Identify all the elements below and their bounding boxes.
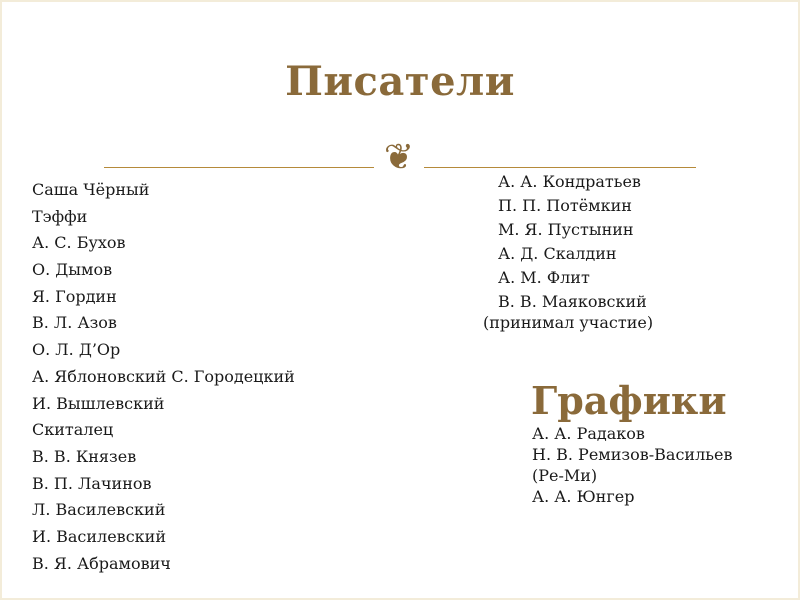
list-item: В. В. Князев [32,446,137,466]
list-item: И. Василевский [32,526,166,546]
list-item: А. А. Юнгер [532,487,635,506]
list-item: О. Л. Д’Ор [32,340,121,360]
list-item: (Ре-Ми) [532,466,598,485]
list-item: Скиталец [32,420,114,440]
list-item: А. А. Радаков [532,424,645,443]
writers-list-left [32,177,295,577]
list-item: А. М. Флит [498,268,590,287]
list-item: М. Я. Пустынин [498,220,634,239]
list-item: П. П. Потёмкин [498,196,632,215]
divider-line-right [424,167,696,168]
list-item: Н. В. Ремизов-Васильев [532,445,733,464]
graphics-list [532,423,732,507]
list-item: В. Л. Азов [32,313,117,333]
writers-list-right [498,170,647,314]
list-item: Тэффи [32,206,88,226]
list-item: А. С. Бухов [32,233,126,253]
list-item: Я. Гордин [32,286,117,306]
list-item: А. Д. Скалдин [498,244,617,263]
section-title-graphics: Графики [531,378,727,423]
divider-line-left [104,167,374,168]
list-item: Л. Василевский [32,500,166,520]
ornament-icon: ❦ [383,137,415,178]
list-item: О. Дымов [32,260,113,280]
participation-note: (принимал участие) [483,313,654,332]
list-item: В. Я. Абрамович [32,553,171,573]
list-item: В. П. Лачинов [32,473,152,493]
list-item: В. В. Маяковский [498,292,647,311]
list-item: А. А. Кондратьев [498,172,641,191]
list-item: Саша Чёрный [32,180,150,199]
list-item: И. Вышлевский [32,393,165,413]
page-title: Писатели [285,58,515,105]
list-item: А. Яблоновский С. Городецкий [32,366,295,386]
